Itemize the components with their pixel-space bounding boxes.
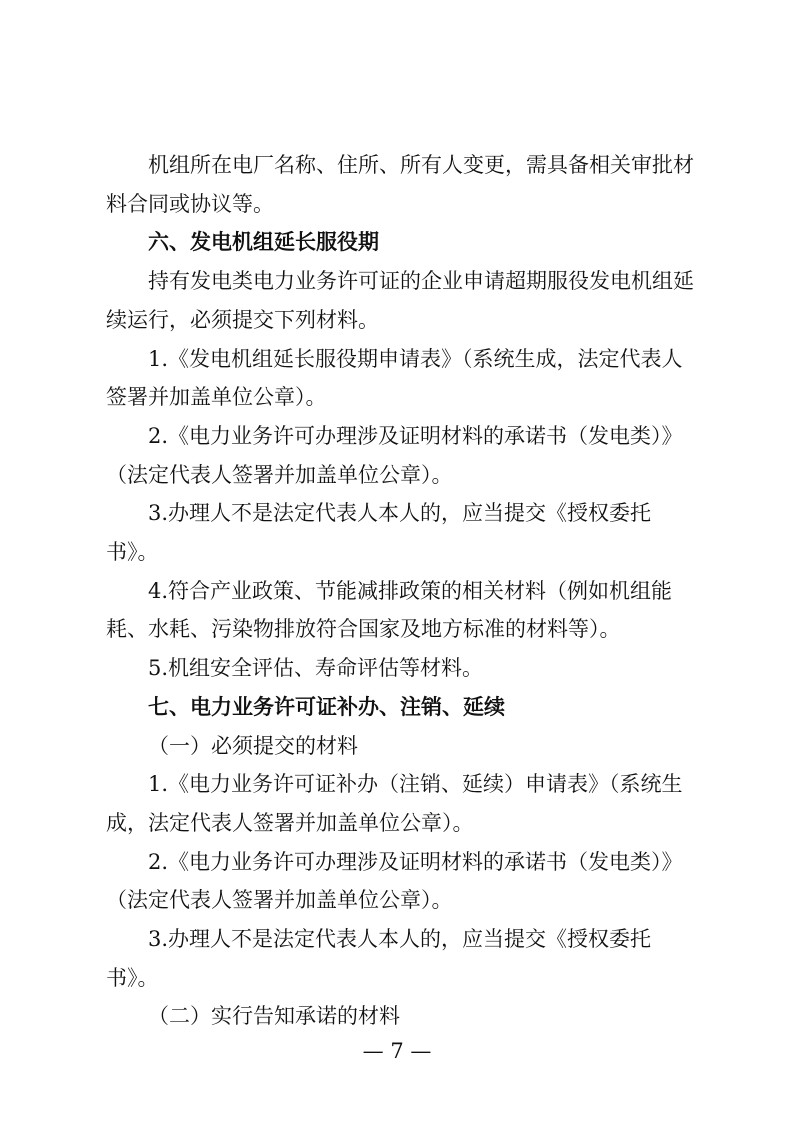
page-number: — 7 —	[362, 1039, 432, 1063]
list-item: 1.《发电机组延长服役期申请表》（系统生成，法定代表人签署并加盖单位公章）。	[106, 346, 683, 410]
section-heading: 七、电力业务许可证补办、注销、延续	[148, 694, 505, 719]
list-item: 5.机组安全评估、寿命评估等材料。	[148, 656, 484, 681]
subsection-heading: （二）实行告知承诺的材料	[148, 1004, 400, 1029]
list-item: 3.办理人不是法定代表人本人的，应当提交《授权委托书》。	[106, 927, 652, 990]
list-item: 1.《电力业务许可证补办（注销、延续）申请表》（系统生成，法定代表人签署并加盖单位公章）。	[106, 772, 683, 835]
document-body	[106, 146, 698, 1036]
list-item: 4.符合产业政策、节能减排政策的相关材料（例如机组能耗、水耗、污染物排放符合国家及地方标准的材料等）。	[106, 578, 673, 642]
paragraph-body: 机组所在电厂名称、住所、所有人变更，需具备相关审批材料合同或协议等。	[106, 153, 694, 216]
list-item: 2.《电力业务许可办理涉及证明材料的承诺书（发电类）》（法定代表人签署并加盖单位公章）。	[106, 423, 683, 487]
paragraph-body: 持有发电类电力业务许可证的企业申请超期服役发电机组延续运行，必须提交下列材料。	[106, 269, 694, 332]
subsection-heading: （一）必须提交的材料	[148, 733, 358, 758]
section-heading: 六、发电机组延长服役期	[148, 230, 379, 255]
list-item: 2.《电力业务许可办理涉及证明材料的承诺书（发电类）》（法定代表人签署并加盖单位公章）。	[106, 849, 683, 913]
list-item: 3.办理人不是法定代表人本人的，应当提交《授权委托书》。	[106, 501, 652, 565]
